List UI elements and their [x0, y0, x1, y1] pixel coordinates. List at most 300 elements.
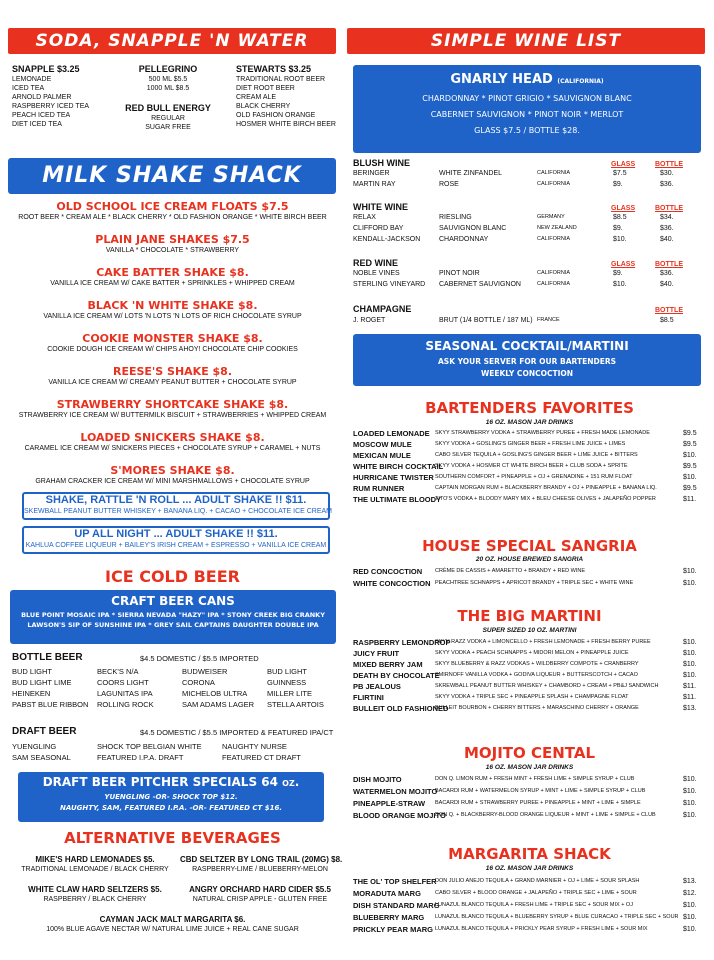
- redbull-item: REGULAR: [151, 115, 185, 122]
- snapple-item: DIET ICED TEA: [12, 121, 62, 128]
- adult-shake-box-2: [22, 526, 330, 554]
- wine-bottle-price: $36.: [660, 225, 674, 232]
- craft-cans-box: [10, 590, 336, 644]
- alt-item: [10, 854, 180, 874]
- drink-name: WATERMELON MOJITO: [353, 787, 438, 796]
- wine-glass-price: $8.5: [613, 214, 627, 221]
- wine-bottle-price: $40.: [660, 236, 674, 243]
- drink-row: [345, 900, 714, 911]
- wine-region: FRANCE: [537, 317, 560, 323]
- alt-item-desc: RASPBERRY-LIME / BLUEBERRY-MELON: [192, 866, 328, 873]
- wine-group-heading: RED WINE: [353, 258, 398, 268]
- shake-desc: VANILLA * CHOCOLATE * STRAWBERRY: [105, 247, 240, 254]
- drink-price: $10.: [683, 580, 697, 587]
- wine-bottle-price: $40.: [660, 281, 674, 288]
- mojito-list: [345, 774, 714, 822]
- drink-desc: CAPTAIN MORGAN RUM + BLACKBERRY BRANDY + OJ + PINEAPPLE + BANANA LIQ.: [435, 485, 657, 491]
- drink-desc: DON Q. LIMON RUM + FRESH MINT + FRESH LIME + SIMPLE SYRUP + CLUB: [435, 776, 635, 782]
- wine-row: [345, 212, 714, 223]
- shake-title: BLACK 'N WHITE SHAKE $8.: [87, 299, 258, 312]
- stewarts-item: OLD FASHION ORANGE: [236, 112, 316, 119]
- wine-region: CALIFORNIA: [537, 181, 571, 187]
- drink-row: [345, 810, 714, 821]
- wine-glass-price: $7.5: [613, 170, 627, 177]
- drink-name: HURRICANE TWISTER: [353, 473, 434, 482]
- drink-row: [345, 637, 714, 648]
- left-column: [0, 0, 345, 960]
- wine-row: [345, 268, 714, 279]
- beer-item: SHOCK TOP BELGIAN WHITE: [97, 742, 202, 751]
- stewarts-heading: STEWARTS $3.25: [236, 64, 312, 74]
- drink-desc: DON Q. + BLACKBERRY-BLOOD ORANGE LIQUEUR + MINT + LIME + SIMPLE + CLUB: [435, 812, 656, 818]
- alt-item-desc: NATURAL CRISP APPLE - GLUTEN FREE: [192, 896, 328, 903]
- draft-beer-heading: DRAFT BEER: [12, 726, 77, 737]
- wine-varietal: CABERNET SAUVIGNON: [439, 281, 521, 288]
- martini-subtitle: SUPER SIZED 10 OZ. MARTINI: [482, 627, 577, 634]
- pellegrino-item: 500 ML $5.5: [148, 76, 188, 83]
- wine-row: [345, 315, 714, 326]
- shake-item: [0, 266, 345, 299]
- drink-name: THE ULTIMATE BLOODY: [353, 495, 442, 504]
- pellegrino-group: [118, 64, 218, 132]
- wine-bottle-price: $8.5: [660, 317, 674, 324]
- drink-name: PRICKLY PEAR MARG: [353, 925, 434, 934]
- drink-name: RED CONCOCTION: [353, 567, 423, 576]
- beer-item: YUENGLING: [12, 742, 57, 751]
- drink-price: $10.: [683, 788, 697, 795]
- gnarly-line: CABERNET SAUVIGNON * PINOT NOIR * MERLOT: [430, 110, 624, 119]
- gnarly-region: (CALIFORNIA): [557, 78, 604, 85]
- wine-varietal: CHARDONNAY: [439, 236, 489, 243]
- shake-title: LOADED SNICKERS SHAKE $8.: [80, 431, 265, 444]
- margarita-subtitle: 16 OZ. MASON JAR DRINKS: [485, 865, 574, 872]
- shake-title: COOKIE MONSTER SHAKE $8.: [82, 332, 263, 345]
- gnarly-price: GLASS $7.5 / BOTTLE $28.: [474, 126, 580, 135]
- glass-col-label: GLASS: [611, 261, 636, 268]
- wine-varietal: SAUVIGNON BLANC: [439, 225, 507, 232]
- drink-row: [345, 659, 714, 670]
- wine-varietal: PINOT NOIR: [439, 270, 480, 277]
- drink-row: [345, 681, 714, 692]
- seasonal-line: ASK YOUR SERVER FOR OUR BARTENDERS: [438, 357, 616, 366]
- adult-shake-desc: SKEWBALL PEANUT BUTTER WHISKEY + BANANA LIQ. + CACAO + CHOCOLATE ICE CREAM: [24, 508, 333, 515]
- soda-header: SODA, SNAPPLE 'N WATER: [8, 28, 336, 54]
- drink-name: MEXICAN MULE: [353, 451, 411, 460]
- stewarts-item: CREAM ALE: [236, 94, 277, 101]
- drink-price: $13.: [683, 878, 697, 885]
- drink-name: BLUEBERRY MARG: [353, 913, 425, 922]
- drink-name: WHITE BIRCH COCKTAIL: [353, 462, 444, 471]
- draft-beer-price: $4.5 DOMESTIC / $5.5 IMPORTED & FEATURED IPA/CT: [140, 728, 334, 737]
- alt-beverages-heading: ALTERNATIVE BEVERAGES: [64, 829, 281, 847]
- beer-item: COORS LIGHT: [97, 678, 149, 687]
- sangria-heading: HOUSE SPECIAL SANGRIA: [422, 537, 637, 555]
- drink-desc: CABO SILVER TEQUILA + GOSLING'S GINGER BEER + LIME JUICE + BITTERS: [435, 452, 638, 458]
- wine-glass-price: $9.: [613, 270, 623, 277]
- bartenders-list: [345, 428, 714, 508]
- wine-group-heading: CHAMPAGNE: [353, 304, 412, 314]
- drink-price: $9.5: [683, 441, 697, 448]
- draft-beer-grid: [12, 741, 342, 765]
- mojito-subtitle: 16 OZ. MASON JAR DRINKS: [485, 764, 574, 771]
- drink-desc: BULLEIT BOURBON + CHERRY BITTERS + MARASCHINO CHERRY + ORANGE: [435, 705, 639, 711]
- drink-price: $10.: [683, 776, 697, 783]
- shake-desc: STRAWBERRY ICE CREAM W/ BUTTERMILK BISCUIT + STRAWBERRIES + WHIPPED CREAM: [18, 412, 327, 419]
- drink-price: $10.: [683, 568, 697, 575]
- bottle-col-label: BOTTLE: [655, 161, 683, 168]
- wine-varietal: RIESLING: [439, 214, 472, 221]
- pellegrino-item: 1000 ML $8.5: [146, 85, 190, 92]
- wine-header: SIMPLE WINE LIST: [347, 28, 705, 54]
- shake-list: [0, 200, 345, 494]
- wine-region: NEW ZEALAND: [537, 225, 577, 231]
- alt-item-title: ANGRY ORCHARD HARD CIDER $5.5: [189, 885, 331, 894]
- drink-desc: SKYY VODKA + GOSLING'S GINGER BEER + FRESH LIME JUICE + LIMES: [435, 441, 626, 447]
- wine-glass-price: $9.: [613, 225, 623, 232]
- adult-shake-title: UP ALL NIGHT ... ADULT SHAKE !! $11.: [74, 528, 278, 540]
- gnarly-name: GNARLY HEAD: [450, 72, 553, 87]
- drink-row: [345, 876, 714, 887]
- draft-col: [97, 741, 202, 763]
- wine-table: [345, 158, 714, 328]
- shake-title: S'MORES SHAKE $8.: [110, 464, 235, 477]
- wine-row: [345, 179, 714, 190]
- drink-row: [345, 648, 714, 659]
- drink-row: [345, 924, 714, 935]
- adult-shake-desc: KAHLUA COFFEE LIQUEUR + BAILEY'S IRISH CREAM + ESPRESSO + VANILLA ICE CREAM: [25, 542, 327, 549]
- craft-cans-line: BLUE POINT MOSAIC IPA * SIERRA NEVADA "HAZY" IPA * STONY CREEK BIG CRANKY: [21, 611, 325, 619]
- sangria-list: [345, 566, 714, 590]
- beer-item: ROLLING ROCK: [97, 700, 154, 709]
- snapple-item: ARNOLD PALMER: [12, 94, 72, 101]
- snapple-heading: SNAPPLE $3.25: [12, 64, 80, 74]
- drink-name: DEATH BY CHOCOLATE: [353, 671, 440, 680]
- beer-item: MILLER LITE: [267, 689, 313, 698]
- drink-row: [345, 483, 714, 494]
- bottle-col: [267, 666, 324, 710]
- drink-row: [345, 461, 714, 472]
- drink-row: [345, 494, 714, 505]
- alt-item: [180, 884, 340, 904]
- wine-varietal: BRUT (1/4 BOTTLE / 187 ML): [439, 317, 533, 324]
- bottle-col-label: BOTTLE: [655, 205, 683, 212]
- drink-price: $10.: [683, 800, 697, 807]
- drink-name: RUM RUNNER: [353, 484, 405, 493]
- drink-name: WHITE CONCOCTION: [353, 579, 431, 588]
- drink-desc: DON JULIO ANEJO TEQUILA + GRAND MARNIER + OJ + LIME + SOUR SPLASH: [435, 878, 640, 884]
- snapple-item: PEACH ICED TEA: [12, 112, 71, 119]
- alt-item-title: WHITE CLAW HARD SELTZERS $5.: [28, 885, 162, 894]
- drink-name: FLIRTINI: [353, 693, 384, 702]
- drink-row: [345, 472, 714, 483]
- shake-title: STRAWBERRY SHORTCAKE SHAKE $8.: [56, 398, 289, 411]
- drink-price: $10.: [683, 902, 697, 909]
- shake-item: [0, 332, 345, 365]
- stewarts-item: TRADITIONAL ROOT BEER: [236, 76, 326, 83]
- drink-desc: LUNAZUL BLANCO TEQUILA + PRICKLY PEAR SYRUP + FRESH LIME + SOUR MIX: [435, 926, 648, 932]
- drink-row: [345, 798, 714, 809]
- drink-name: RASPBERRY LEMONDROP: [353, 638, 451, 647]
- drink-desc: SMIRNOFF VANILLA VODKA + GODIVA LIQUEUR + BUTTERSCOTCH + CACAO: [435, 672, 638, 678]
- shake-item: [0, 200, 345, 233]
- milkshake-header: MILK SHAKE SHACK: [8, 158, 336, 194]
- wine-maker: NOBLE VINES: [353, 270, 400, 277]
- draft-col: [222, 741, 301, 763]
- drink-row: [345, 578, 714, 589]
- adult-shake-box-1: [22, 492, 333, 520]
- beer-item: BUD LIGHT LIME: [12, 678, 72, 687]
- drink-row: [345, 888, 714, 899]
- drink-price: $10.: [683, 639, 697, 646]
- drink-desc: PEACHTREE SCHNAPPS + APRICOT BRANDY + TRIPLE SEC + WHITE WINE: [435, 580, 634, 586]
- stewarts-item: BLACK CHERRY: [236, 103, 291, 110]
- bottle-beer-price: $4.5 DOMESTIC / $5.5 IMPORTED: [140, 654, 259, 663]
- beer-item: BUD LIGHT: [267, 667, 308, 676]
- shake-desc: COOKIE DOUGH ICE CREAM W/ CHIPS AHOY! CHOCOLATE CHIP COOKIES: [47, 346, 298, 353]
- pellegrino-heading: PELLEGRINO: [138, 64, 198, 74]
- drink-name: BULLEIT OLD FASHIONED: [353, 704, 449, 713]
- drink-name: PINEAPPLE-STRAW: [353, 799, 426, 808]
- drink-row: [345, 670, 714, 681]
- seasonal-line: WEEKLY CONCOCTION: [480, 369, 574, 378]
- seasonal-title: SEASONAL COCKTAIL/MARTINI: [425, 339, 629, 353]
- shake-desc: GRAHAM CRACKER ICE CREAM W/ MINI MARSHMALLOWS + CHOCOLATE SYRUP: [35, 478, 310, 485]
- seasonal-box: [353, 334, 701, 386]
- wine-glass-price: $9.: [613, 181, 623, 188]
- gnarly-line: CHARDONNAY * PINOT GRIGIO * SAUVIGNON BLANC: [422, 94, 632, 103]
- martini-list: [345, 637, 714, 717]
- drink-name: MORADUTA MARG: [353, 889, 421, 898]
- wine-varietal: WHITE ZINFANDEL: [439, 170, 503, 177]
- drink-row: [345, 912, 714, 923]
- drink-desc: SKYY BLUEBERRY & RAZZ VODKAS + WILDBERRY COMPOTE + CRANBERRY: [435, 661, 639, 667]
- beer-item: GUINNESS: [267, 678, 307, 687]
- alt-item-desc: TRADITIONAL LEMONADE / BLACK CHERRY: [21, 866, 169, 873]
- wine-glass-price: $10.: [613, 281, 627, 288]
- drink-row: [345, 566, 714, 577]
- beer-heading: ICE COLD BEER: [105, 567, 240, 586]
- drink-desc: CRÈME DE CASSIS + AMARETTO + BRANDY + RED WINE: [435, 568, 586, 574]
- drink-name: JUICY FRUIT: [353, 649, 400, 658]
- drink-price: $10.: [683, 812, 697, 819]
- craft-cans-line: LAWSON'S SIP OF SUNSHINE IPA * GREY SAIL CAPTAINS DAUGHTER DOUBLE IPA: [27, 621, 319, 629]
- beer-item: BECK'S N/A: [97, 667, 139, 676]
- wine-varietal: ROSE: [439, 181, 459, 188]
- drink-name: PB JEALOUS: [353, 682, 401, 691]
- beer-item: MICHELOB ULTRA: [182, 689, 248, 698]
- wine-row: [345, 234, 714, 245]
- pitcher-title: DRAFT BEER PITCHER SPECIALS 64 oz.: [42, 775, 300, 789]
- wine-glass-price: $10.: [613, 236, 627, 243]
- drink-price: $10.: [683, 452, 697, 459]
- bartenders-subtitle: 16 OZ. MASON JAR DRINKS: [485, 419, 574, 426]
- alt-item-title: MIKE'S HARD LEMONADES $5.: [35, 855, 155, 864]
- bottle-col: [97, 666, 154, 710]
- wine-bottle-price: $36.: [660, 270, 674, 277]
- beer-item: HEINEKEN: [12, 689, 51, 698]
- shake-desc: ROOT BEER * CREAM ALE * BLACK CHERRY * OLD FASHION ORANGE * WHITE BIRCH BEER: [18, 214, 327, 221]
- shake-title: OLD SCHOOL ICE CREAM FLOATS $7.5: [56, 200, 289, 213]
- drink-price: $11.: [683, 496, 697, 503]
- wine-region: GERMANY: [537, 214, 565, 220]
- alt-item: [180, 854, 343, 874]
- redbull-heading: RED BULL ENERGY: [125, 103, 211, 113]
- drink-price: $10.: [683, 474, 697, 481]
- shake-item: [0, 365, 345, 398]
- drink-price: $10.: [683, 661, 697, 668]
- beer-item: FEATURED I.P.A. DRAFT: [97, 753, 184, 762]
- wine-bottle-price: $34.: [660, 214, 674, 221]
- wine-group-heading: BLUSH WINE: [353, 158, 410, 168]
- drink-row: [345, 692, 714, 703]
- pitcher-line: NAUGHTY, SAM, FEATURED I.P.A. -OR- FEATURED CT $16.: [59, 804, 283, 812]
- stewarts-group: [236, 64, 344, 129]
- drink-desc: BACARDI RUM + STRAWBERRY PUREE + PINEAPPLE + MINT + LIME + SIMPLE: [435, 800, 641, 806]
- glass-col-label: GLASS: [611, 205, 636, 212]
- drink-desc: LUNAZUL BLANCO TEQUILA + FRESH LIME + TRIPLE SEC + SOUR MIX + OJ: [435, 902, 633, 908]
- drink-row: [345, 703, 714, 714]
- margarita-list: [345, 876, 714, 938]
- margarita-heading: MARGARITA SHACK: [448, 845, 611, 863]
- bottle-col-label: BOTTLE: [655, 307, 683, 314]
- beer-item: SAM SEASONAL: [12, 753, 71, 762]
- sangria-subtitle: 20 OZ. HOUSE BREWED SANGRIA: [475, 556, 584, 563]
- wine-maker: RELAX: [353, 214, 376, 221]
- shake-title: CAKE BATTER SHAKE $8.: [96, 266, 249, 279]
- wine-maker: STERLING VINEYARD: [353, 281, 426, 288]
- right-column: [345, 0, 714, 960]
- alt-item-desc: RASPBERRY / BLACK CHERRY: [43, 896, 147, 903]
- wine-maker: MARTIN RAY: [353, 181, 396, 188]
- shake-item: [0, 299, 345, 332]
- drink-desc: TITO'S VODKA + BLOODY MARY MIX + BLEU CHEESE OLIVES + JALAPEÑO POPPER: [435, 496, 656, 502]
- drink-price: $10.: [683, 650, 697, 657]
- drink-desc: BACARDI RUM + WATERMELON SYRUP + MINT + LIME + SIMPLE SYRUP + CLUB: [435, 788, 646, 794]
- craft-cans-title: CRAFT BEER CANS: [111, 594, 235, 608]
- drink-desc: SKYY STRAWBERRY VODKA + STRAWBERRY PUREE + FRESH MADE LEMONADE: [435, 430, 650, 436]
- beer-item: PABST BLUE RIBBON: [12, 700, 89, 709]
- beer-item: CORONA: [182, 678, 215, 687]
- drink-price: $10.: [683, 926, 697, 933]
- drink-price: $13.: [683, 705, 697, 712]
- drink-name: DISH MOJITO: [353, 775, 402, 784]
- shake-title: PLAIN JANE SHAKES $7.5: [95, 233, 250, 246]
- beer-item: NAUGHTY NURSE: [222, 742, 287, 751]
- beer-item: BUD LIGHT: [12, 667, 53, 676]
- wine-bottle-price: $30.: [660, 170, 674, 177]
- stewarts-item: DIET ROOT BEER: [236, 85, 295, 92]
- beer-item: BUDWEISER: [182, 667, 228, 676]
- alt-item-title: CAYMAN JACK MALT MARGARITA $6.: [99, 915, 246, 924]
- drink-name: DISH STANDARD MARG: [353, 901, 440, 910]
- wine-row: [345, 223, 714, 234]
- drink-name: MOSCOW MULE: [353, 440, 412, 449]
- snapple-item: ICED TEA: [12, 85, 45, 92]
- wine-maker: J. ROGET: [353, 317, 386, 324]
- drink-price: $10.: [683, 672, 697, 679]
- martini-heading: THE BIG MARTINI: [457, 607, 602, 625]
- wine-group-heading: WHITE WINE: [353, 202, 408, 212]
- bartenders-heading: BARTENDERS FAVORITES: [425, 399, 634, 417]
- shake-item: [0, 233, 345, 266]
- wine-bottle-price: $36.: [660, 181, 674, 188]
- alt-item: [0, 914, 345, 934]
- snapple-item: LEMONADE: [12, 76, 52, 83]
- drink-desc: SOUTHERN COMFORT + PINEAPPLE + OJ + GRENADINE + 151 RUM FLOAT: [435, 474, 633, 480]
- shake-desc: VANILLA ICE CREAM W/ CAKE BATTER + SPRINKLES + WHIPPED CREAM: [50, 280, 295, 287]
- wine-row: [345, 168, 714, 179]
- drink-desc: SKYY VODKA + TRIPLE SEC + PINEAPPLE SPLASH + CHAMPAGNE FLOAT: [435, 694, 629, 700]
- wine-row: [345, 279, 714, 290]
- drink-desc: SKREWBALL PEANUT BUTTER WHISKEY + CHAMBORD + CREAM + PB&J SANDWICH: [435, 683, 659, 689]
- drink-price: $11.: [683, 694, 697, 701]
- beer-item: SAM ADAMS LAGER: [182, 700, 255, 709]
- snapple-item: RASPBERRY ICED TEA: [12, 103, 90, 110]
- drink-name: BLOOD ORANGE MOJITO: [353, 811, 446, 820]
- alt-item-title: CBD SELTZER BY LONG TRAIL (20MG) $8.: [180, 855, 343, 864]
- wine-maker: CLIFFORD BAY: [353, 225, 404, 232]
- wine-region: CALIFORNIA: [537, 170, 571, 176]
- bottle-col: [182, 666, 254, 710]
- drink-price: $12.: [683, 890, 697, 897]
- drink-row: [345, 774, 714, 785]
- shake-item: [0, 431, 345, 464]
- drink-desc: LUNAZUL BLANCO TEQUILA + BLUEBERRY SYRUP + BLUE CURACAO + TRIPLE SEC + SOUR: [435, 914, 679, 920]
- wine-region: CALIFORNIA: [537, 270, 571, 276]
- drink-desc: SKYY RAZZ VODKA + LIMONCELLO + FRESH LEMONADE + FRESH BERRY PUREE: [435, 639, 651, 645]
- glass-col-label: GLASS: [611, 161, 636, 168]
- drink-name: MIXED BERRY JAM: [353, 660, 423, 669]
- pitcher-specials-box: [18, 772, 324, 822]
- gnarly-head-box: [353, 65, 701, 153]
- drink-price: $9.5: [683, 485, 697, 492]
- shake-desc: VANILLA ICE CREAM W/ CREAMY PEANUT BUTTER + CHOCOLATE SYRUP: [48, 379, 297, 386]
- wine-maker: BERINGER: [353, 170, 390, 177]
- drink-row: [345, 439, 714, 450]
- redbull-item: SUGAR FREE: [145, 124, 191, 131]
- adult-shake-title: SHAKE, RATTLE 'N ROLL ... ADULT SHAKE !! $11.: [45, 494, 307, 506]
- drink-name: THE OL' TOP SHELFER: [353, 877, 437, 886]
- alt-item: [10, 884, 180, 904]
- shake-item: [0, 398, 345, 431]
- wine-region: CALIFORNIA: [537, 281, 571, 287]
- drink-desc: CABO SILVER + BLOOD ORANGE + JALAPEÑO + TRIPLE SEC + LIME + SOUR: [435, 890, 637, 896]
- shake-desc: CARAMEL ICE CREAM W/ SNICKERS PIECES + CHOCOLATE SYRUP + CARAMEL + NUTS: [24, 445, 321, 452]
- drink-price: $9.5: [683, 463, 697, 470]
- drink-price: $10.: [683, 914, 697, 921]
- shake-title: REESE'S SHAKE $8.: [112, 365, 233, 378]
- gnarly-title: [353, 71, 701, 91]
- drink-desc: SKYY VODKA + HOSMER CT WHITE BIRCH BEER + CLUB SODA + SPRITE: [435, 463, 628, 469]
- shake-item: [0, 464, 345, 494]
- beer-item: STELLA ARTOIS: [267, 700, 324, 709]
- beer-item: LAGUNITAS IPA: [97, 689, 153, 698]
- drink-price: $9.5: [683, 430, 697, 437]
- drink-row: [345, 450, 714, 461]
- drink-name: LOADED LEMONADE: [353, 429, 430, 438]
- stewarts-item: HOSMER WHITE BIRCH BEER: [236, 121, 336, 128]
- bottle-col-label: BOTTLE: [655, 261, 683, 268]
- draft-col: [12, 741, 71, 763]
- bottle-col: [12, 666, 88, 710]
- drink-price: $11.: [683, 683, 697, 690]
- mojito-heading: MOJITO CENTAL: [463, 744, 596, 762]
- shake-desc: VANILLA ICE CREAM W/ LOTS 'N LOTS 'N LOTS OF RICH CHOCOLATE SYRUP: [43, 313, 302, 320]
- wine-maker: KENDALL-JACKSON: [353, 236, 421, 243]
- snapple-group: [12, 64, 112, 129]
- beer-item: FEATURED CT DRAFT: [222, 753, 301, 762]
- alt-item-desc: 100% BLUE AGAVE NECTAR W/ NATURAL LIME JUICE + REAL CANE SUGAR: [46, 926, 299, 933]
